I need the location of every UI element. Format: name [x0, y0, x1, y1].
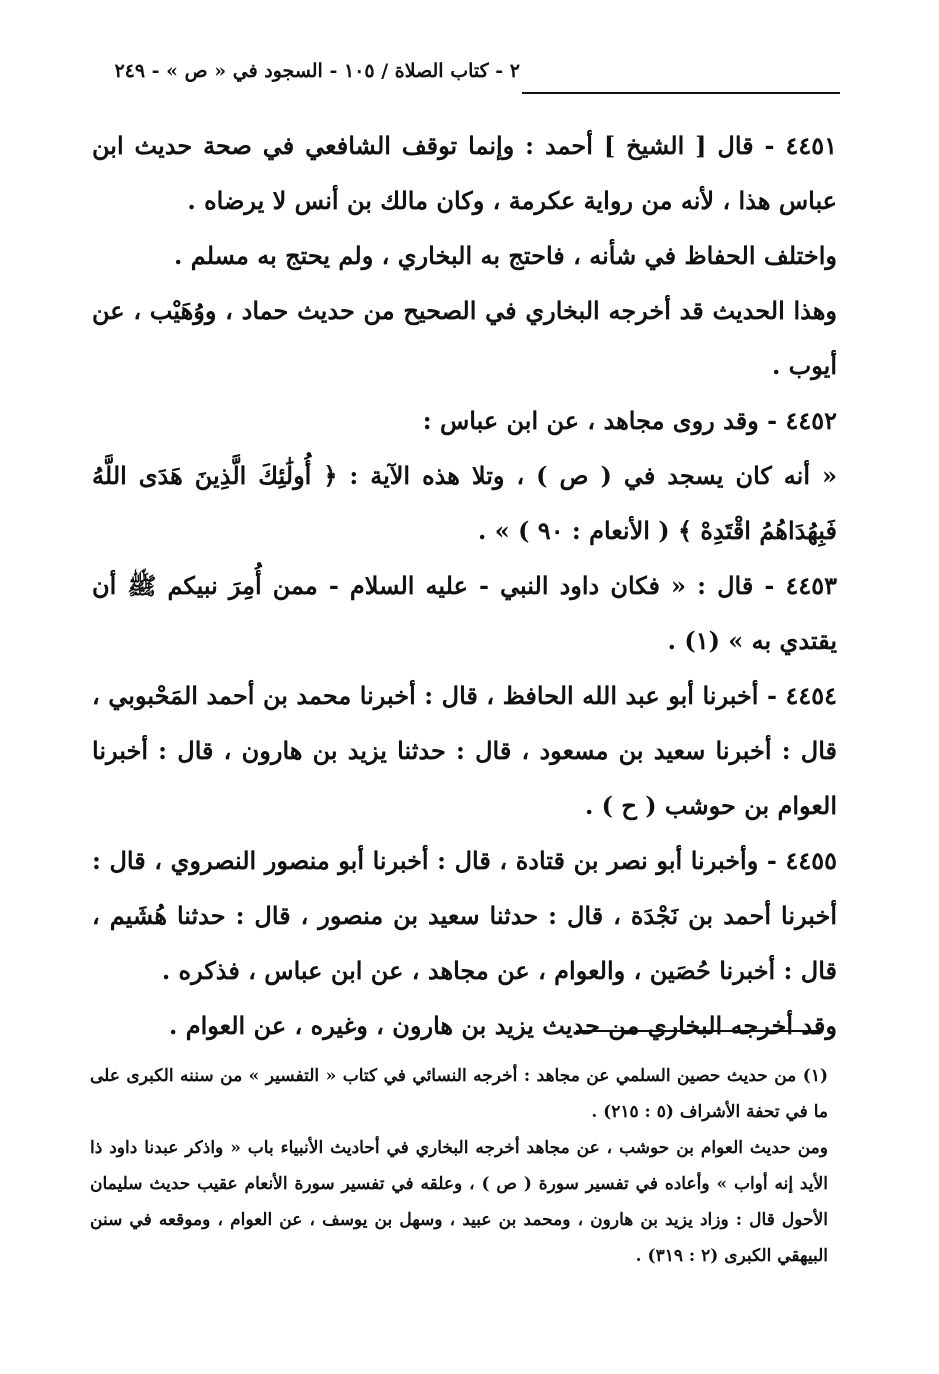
paragraph-4452: ٤٤٥٢ - وقد روى مجاهد ، عن ابن عباس :	[422, 406, 837, 435]
paragraph-ayah: « أنه كان يسجد في ( ص ) ، وتلا هذه الآية : ﴿ أُولَٰئِكَ الَّذِينَ هَدَى اللَّهُ فَبِهُدَاهُمُ اقْتَدِهْ ﴾ ( الأنعام : ٩٠ ) » .	[92, 461, 838, 545]
page-header	[110, 60, 840, 100]
header-rule	[522, 92, 840, 94]
footnote-1: (١) من حديث حصين السلمي عن مجاهد : أخرجه النسائي في كتاب « التفسير » من سننه الكبرى على ما في تحفة الأشراف (٥ : ٢١٥) .	[90, 1066, 828, 1122]
footnote-1-continued: ومن حديث العوام بن حوشب ، عن مجاهد أخرجه البخاري في أحاديث الأنبياء باب « واذكر عبدنا داود ذا الأيد إنه أواب » وأعاده في تفسير سورة ( ص ) ، وعلقه في تفسير سورة الأنعام عقيب حديث سليمان الأحول قال : وزاد يزيد بن هارون ، ومحمد بن عبيد ، وسهل بن يوسف ، عن العوام ، وموقعه في سنن البيهقي الكبرى (٢ : ٣١٩) .	[90, 1138, 828, 1266]
paragraph-4454: ٤٤٥٤ - أخبرنا أبو عبد الله الحافظ ، قال : أخبرنا محمد بن أحمد المَحْبوبي ، قال : أخبرنا سعيد بن مسعود ، قال : حدثنا يزيد بن هارون ، قال : أخبرنا العوام بن حوشب ( ح ) .	[92, 681, 837, 820]
paragraph-bukhari-hammad: وهذا الحديث قد أخرجه البخاري في الصحيح من حديث حماد ، ووُهَيْب ، عن أيوب .	[92, 296, 837, 380]
paragraph-huffaz: واختلف الحفاظ في شأنه ، فاحتج به البخاري ، ولم يحتج به مسلم .	[174, 241, 837, 270]
paragraph-bukhari-yazid: وقد أخرجه البخاري من حديث يزيد بن هارون ، وغيره ، عن العوام .	[169, 1011, 837, 1040]
paragraph-4455: ٤٤٥٥ - وأخبرنا أبو نصر بن قتادة ، قال : أخبرنا أبو منصور النصروي ، قال : أخبرنا أحمد بن نَجْدَة ، قال : حدثنا سعيد بن منصور ، قال : حدثنا هُشَيم ، قال : أخبرنا حُصَين ، والعوام ، عن مجاهد ، عن ابن عباس ، فذكره .	[92, 846, 837, 985]
main-text	[92, 118, 837, 1053]
paragraph-4453: ٤٤٥٣ - قال : « فكان داود النبي - عليه السلام - ممن أُمِرَ نبيكم ﷺ أن يقتدي به » (١) .	[92, 571, 837, 655]
paragraph-4451: ٤٤٥١ - قال [ الشيخ ] أحمد : وإنما توقف الشافعي في صحة حديث ابن عباس هذا ، لأنه من رواية عكرمة ، وكان مالك بن أنس لا يرضاه .	[92, 131, 837, 215]
footnote-separator	[576, 1030, 820, 1032]
running-title: ٢ - كتاب الصلاة / ١٠٥ - السجود في « ص » - ٢٤٩	[114, 60, 520, 82]
footnotes	[90, 1058, 828, 1274]
